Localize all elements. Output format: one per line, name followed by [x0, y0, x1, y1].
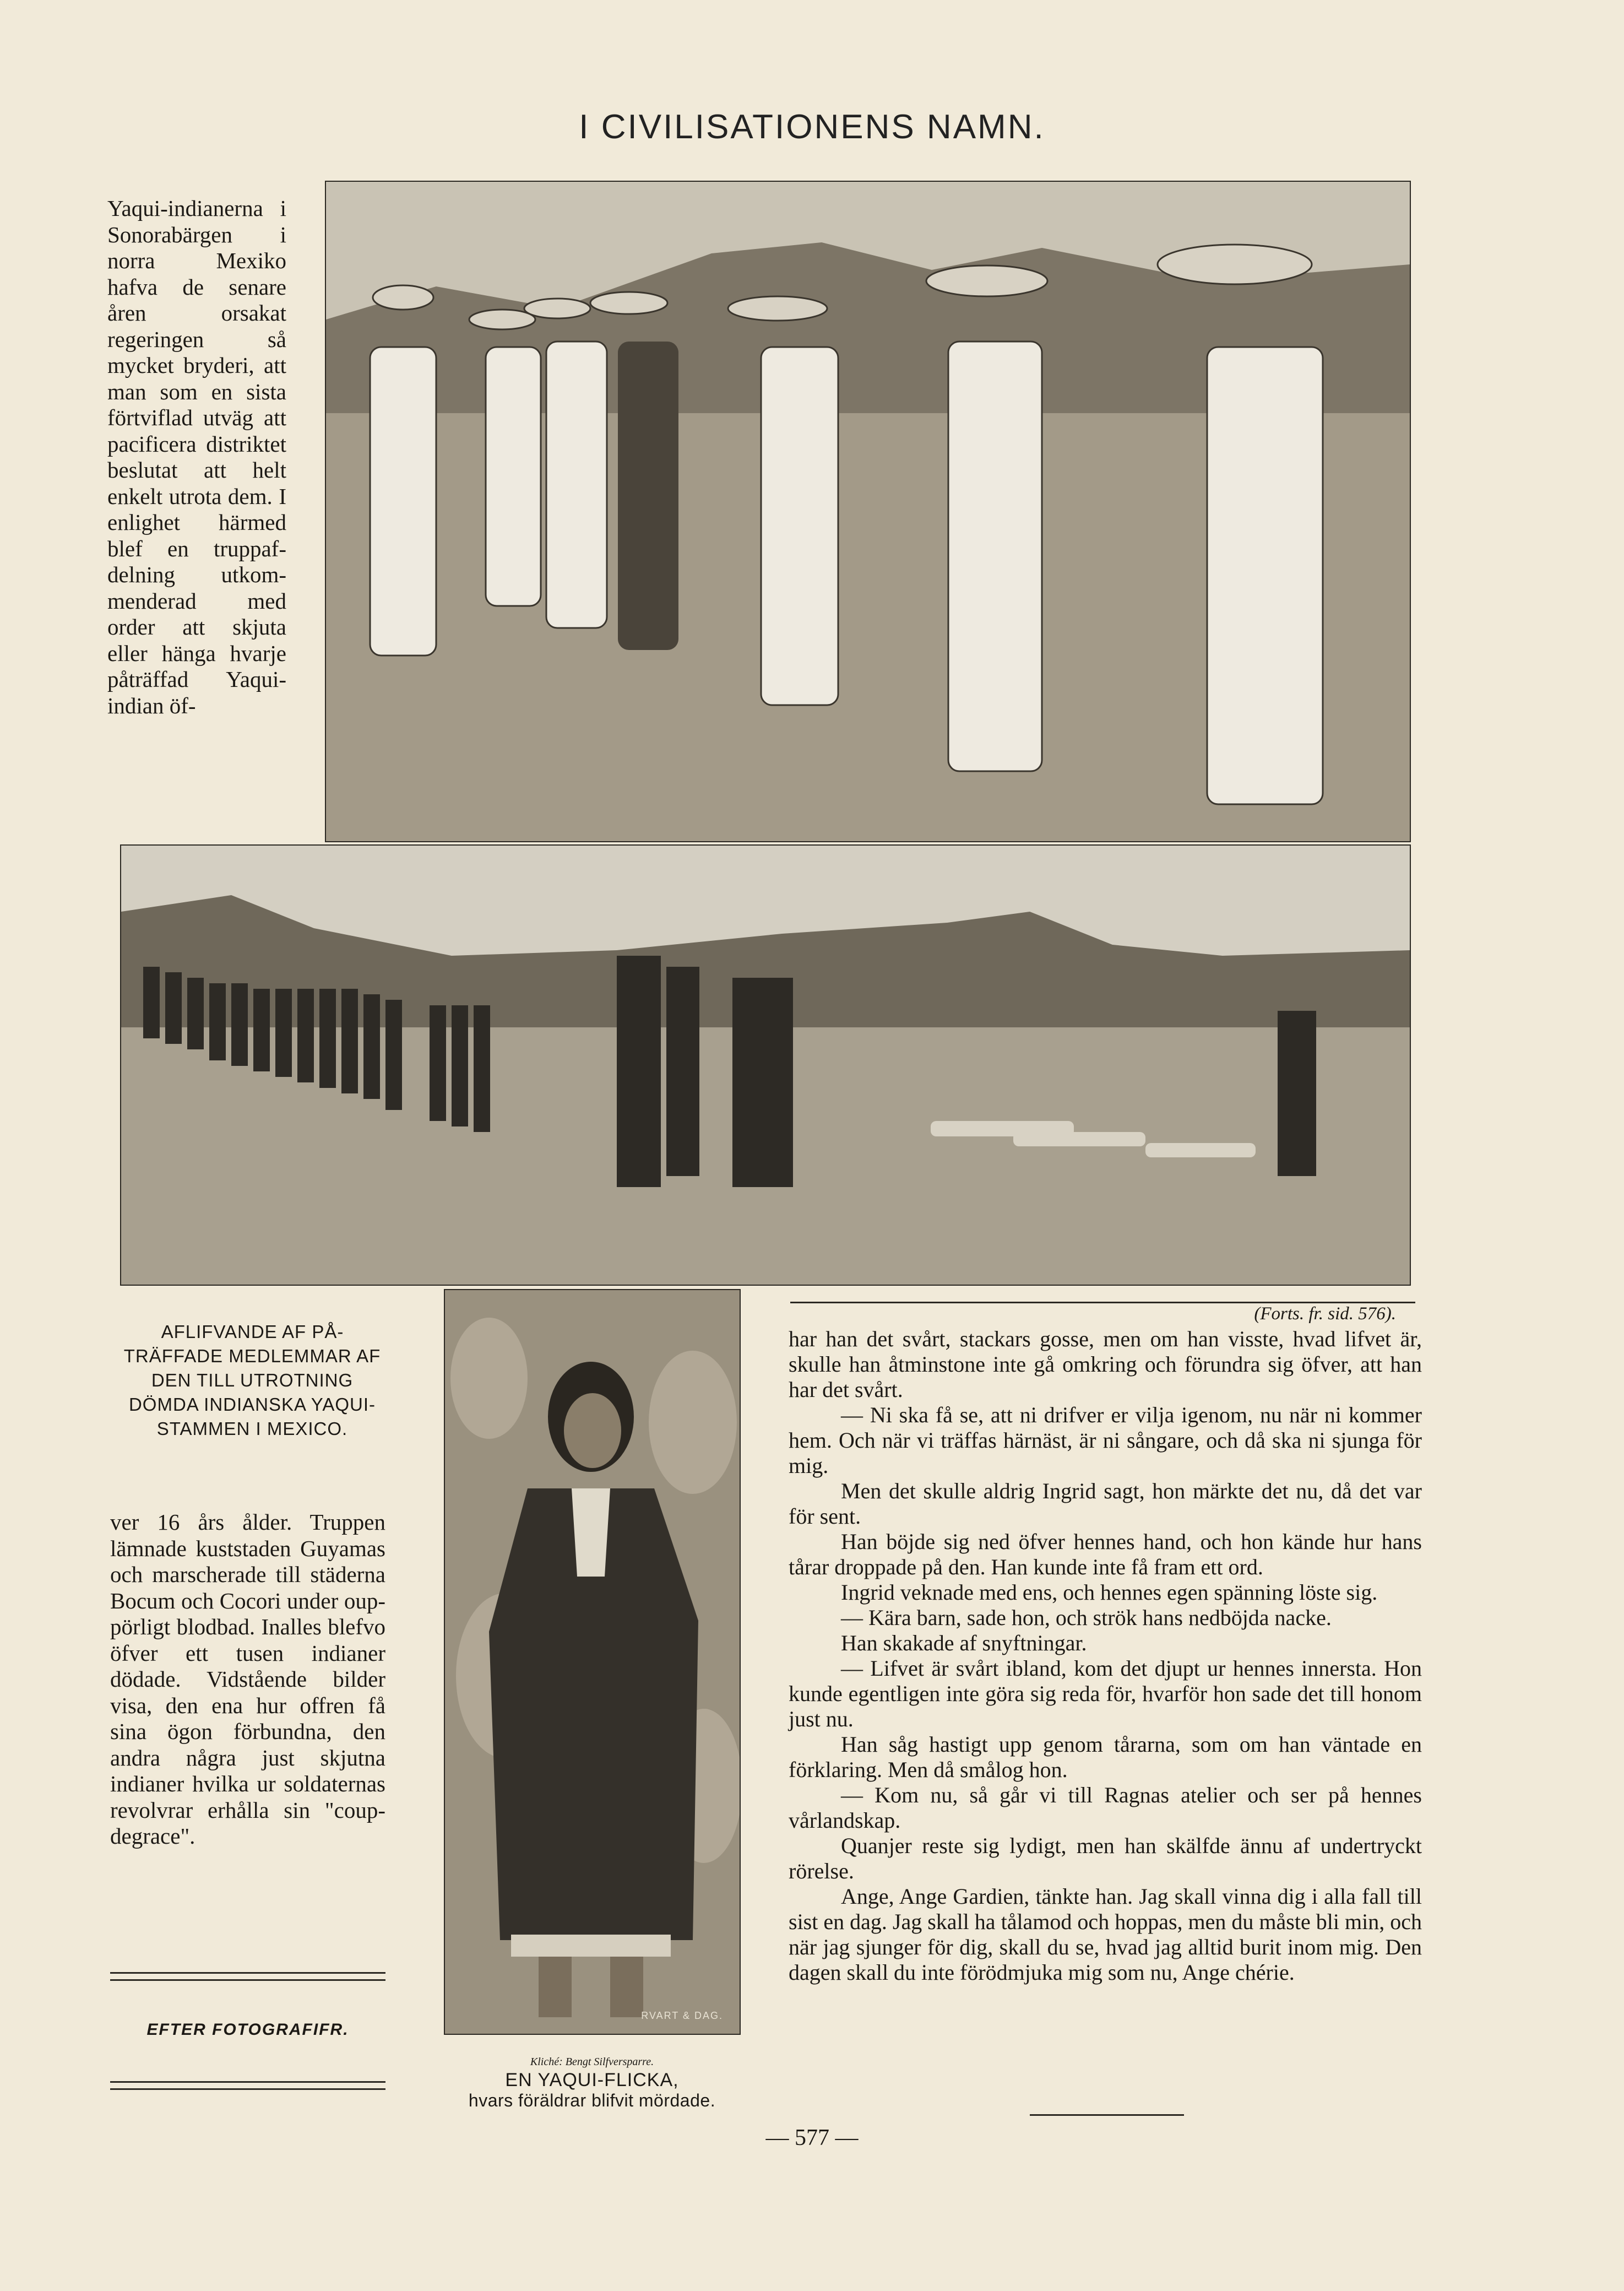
- divider-double-upper: [110, 1972, 385, 1981]
- photo-prisoners-blindfolded: [325, 181, 1411, 842]
- story-paragraph: — Lifvet är svårt ibland, kom det djupt ur hennes innersta. Hon kunde egentligen inte göra sig reda för, hvarför hon sade det till honom just nu.: [789, 1656, 1422, 1731]
- photo-credit: EFTER FOTOGRAFIFR.: [146, 2021, 349, 2039]
- story-paragraph: Men det skulle aldrig Ingrid sagt, hon märkte det nu, då det var för sent.: [789, 1478, 1422, 1529]
- story-text: [789, 1326, 1422, 1985]
- story-paragraph: — Ni ska få se, att ni drifver er vilja igenom, nu när ni kommer hem. Och när vi träffas härnäst, är ni sångare, och då ska ni sjunga för mig.: [789, 1402, 1422, 1478]
- story-paragraph: — Kära barn, sade hon, och strök hans nedböjda nacke.: [841, 1605, 1332, 1630]
- continued-text: ver 16 års ålder. Truppen lämnade kuststaden Guyamas och marscherade till städerna Bocum och Cocori under ouppörligt blodbad. Inalles blefvo öfver ett tusen indianer dödade. Vidstående bilder visa, den ena hur offren få sina ögon förbundna, den andra några just skjutna indianer hvilka ur soldaternas revolvrar erhålla sin "coup-degrace".: [110, 1509, 385, 1849]
- divider-double-lower: [110, 2081, 385, 2090]
- main-photo-caption: AFLIFVANDE AF PÅTRÄFFADE MEDLEMMAR AF DEN TILL UTROTNING DÖMDA INDIANSKA YAQUI-STAMMEN I MEXICO.: [123, 1321, 381, 1439]
- story-paragraph: Ange, Ange Gardien, tänkte han. Jag skall vinna dig i alla fall till sist en dag. Jag skall ha tålamod och hoppas, men du måste bli min, och när jag sjunger för dig, skall du se, hvad jag alltid burit inom mig. Den dagen skall du inte förödmjuka mig som nu, Ange chérie.: [789, 1884, 1422, 1985]
- page-title: I CIVILISATIONENS NAMN.: [579, 108, 1045, 146]
- girl-caption-line1: EN YAQUI-FLICKA,: [505, 2070, 679, 2090]
- story-paragraph: har han det svårt, stackars gosse, men om han visste, hvad lifvet är, skulle han åtminstone inte gå omkring och förundra sig öfver, att han har det svårt.: [789, 1326, 1422, 1402]
- story-paragraph: Ingrid veknade med ens, och hennes egen spänning löste sig.: [841, 1580, 1378, 1605]
- story-continued-from: (Forts. fr. sid. 576).: [1254, 1304, 1396, 1324]
- page-number: — 577 —: [765, 2125, 859, 2151]
- story-paragraph: Quanjer reste sig lydigt, men han skälfde ännu af undertryckt rörelse.: [789, 1833, 1422, 1883]
- story-paragraph: Han såg hastigt upp genom tårarna, som om han väntade en förklaring. Men då smålog hon.: [789, 1732, 1422, 1782]
- story-paragraph: Han böjde sig ned öfver hennes hand, och hon kände hur hans tårar droppade på den. Han kunde inte få fram ett ord.: [789, 1529, 1422, 1579]
- cliche-credit: Kliché: Bengt Silfversparre.: [530, 2056, 654, 2068]
- photo-yaqui-girl: [444, 1289, 741, 2035]
- photo-execution-scene: [120, 844, 1411, 1286]
- story-paragraph: — Kom nu, så går vi till Ragnas atelier och ser på hennes vårlandskap.: [789, 1783, 1422, 1833]
- story-end-rule: [1030, 2114, 1184, 2116]
- plate-mark: RVART & DAG.: [641, 2010, 723, 2021]
- intro-text: Yaqui-indianerna i Sonorabärgen i norra Mexiko hafva de senare åren orsakat regeringen så mycket bryderi, att man som en sista förtviflad utväg att pacificera distriktet beslutat att helt enkelt utrota dem. I enlighet härmed blef en truppafdelning utkommenderad med order att skjuta eller hänga hvarje påträffad Yaqui-indian öf-: [107, 196, 286, 718]
- girl-caption-line2: hvars föräldrar blifvit mördade.: [468, 2090, 716, 2110]
- story-top-rule: [790, 1302, 1415, 1303]
- story-paragraph: Han skakade af snyftningar.: [841, 1631, 1087, 1655]
